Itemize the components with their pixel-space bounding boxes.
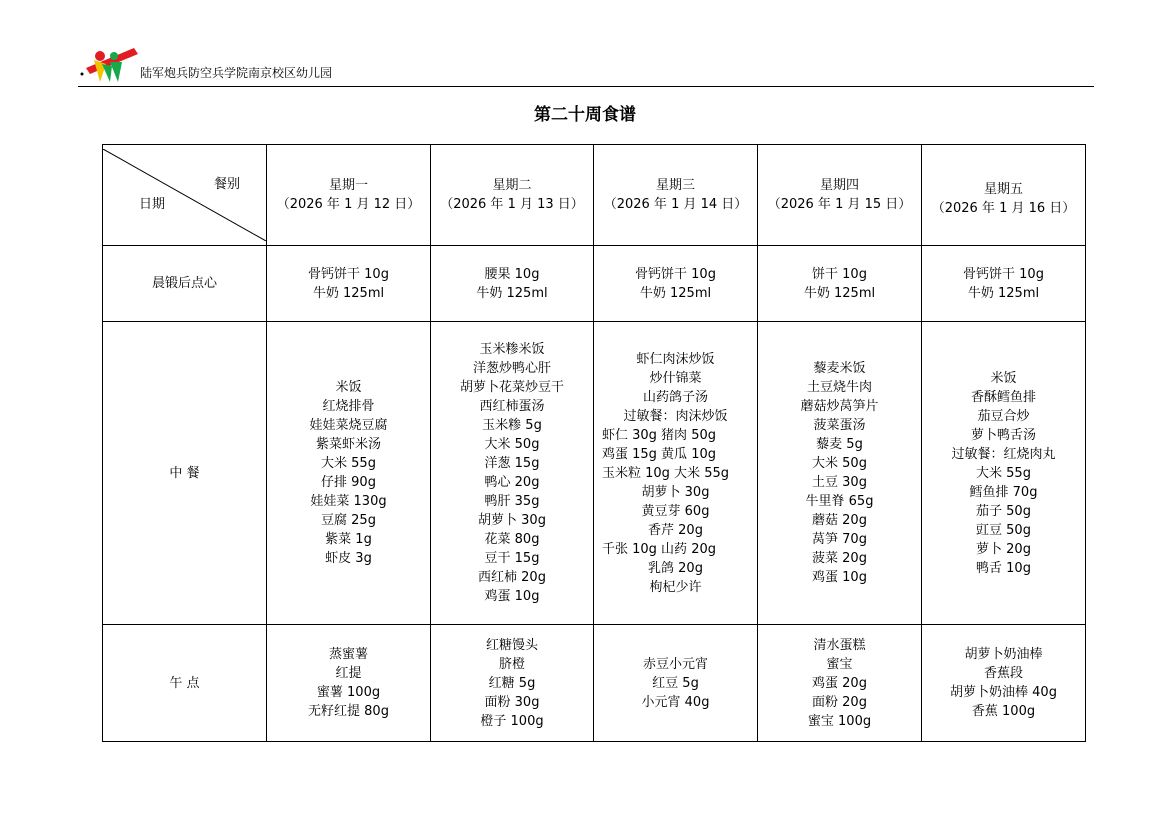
menu-line: 胡萝卜 30g [478, 513, 546, 528]
menu-line: 菠菜 20g [812, 551, 867, 566]
menu-line: 虾仁肉沫炒饭 [636, 351, 715, 367]
menu-line: 鳕鱼排 70g [969, 484, 1038, 500]
menu-line: 胡萝卜 30g [641, 484, 710, 500]
menu-line: 鸡蛋 20g [812, 675, 867, 691]
menu-line: 橙子 100g [480, 713, 544, 729]
row-label: 午 点 [103, 625, 267, 742]
menu-cell [594, 246, 758, 322]
day-date: （2026 年 1 月 16 日） [931, 201, 1076, 216]
menu-line: 西红柿 20g [478, 570, 546, 585]
menu-cell [431, 322, 594, 625]
menu-line: 仔排 90g [321, 475, 376, 490]
menu-line: 大米 55g [976, 465, 1031, 481]
menu-line: 过敏餐：肉沫炒饭 [623, 408, 728, 424]
menu-line: 小元宵 40g [641, 694, 710, 710]
org-name: 陆军炮兵防空兵学院南京校区幼儿园 [140, 66, 333, 80]
day-name: 星期五 [983, 182, 1023, 197]
menu-line: 香酥鳕鱼排 [970, 389, 1036, 405]
row-label: 晨锻后点心 [103, 246, 267, 322]
menu-line: 赤豆小元宵 [642, 656, 708, 672]
meal-type-label: 餐别 [213, 177, 240, 192]
menu-line: 乳鸽 20g [648, 560, 703, 576]
day-header-mon [267, 145, 431, 246]
menu-line: 过敏餐：红烧肉丸 [951, 446, 1056, 462]
kindergarten-logo [78, 40, 140, 82]
menu-line: 菠菜蛋汤 [813, 418, 866, 433]
menu-line: 红提 [335, 666, 362, 681]
menu-line: 玉米糁 5g [482, 418, 542, 433]
day-date: （2026 年 1 月 12 日） [276, 197, 421, 212]
menu-line: 玉米糁米饭 [479, 342, 545, 357]
date-label: 日期 [139, 197, 166, 212]
page-header [78, 38, 1094, 88]
header-divider [78, 86, 1094, 87]
day-name: 星期三 [655, 178, 695, 193]
row-label: 中 餐 [103, 322, 267, 625]
menu-cell [922, 322, 1086, 625]
menu-cell [922, 625, 1086, 742]
menu-line: 清水蛋糕 [813, 637, 866, 653]
menu-line: 牛奶 125ml [312, 285, 385, 301]
menu-cell [267, 322, 431, 625]
menu-line: 面粉 30g [484, 694, 540, 710]
menu-line: 萝卜鸭舌汤 [970, 427, 1036, 443]
menu-cell [594, 322, 758, 625]
menu-line: 红糖馒头 [485, 637, 538, 653]
menu-line: 炒什锦菜 [649, 370, 702, 386]
menu-line: 牛奶 125ml [476, 285, 548, 301]
menu-line: 蜜宝 [826, 656, 853, 672]
menu-line: 牛奶 125ml [803, 285, 876, 301]
menu-line: 茄豆合炒 [977, 408, 1030, 424]
menu-line: 紫菜 1g [325, 532, 372, 547]
menu-line: 牛里脊 65g [805, 494, 874, 509]
table-header-row [103, 145, 1086, 246]
menu-line: 枸杞少许 [649, 579, 702, 595]
menu-line: 红烧排骨 [322, 399, 375, 414]
menu-line: 紫菜虾米汤 [315, 437, 381, 452]
menu-line: 莴笋 70g [812, 532, 867, 547]
menu-line: 萝卜 20g [976, 541, 1031, 557]
menu-cell [922, 246, 1086, 322]
day-date: （2026 年 1 月 13 日） [440, 197, 584, 212]
menu-cell [758, 625, 922, 742]
menu-line: 黄豆芽 60g [641, 503, 710, 519]
day-header-tue [431, 145, 594, 246]
menu-line: 鸡蛋 15g 黄瓜 10g [602, 446, 716, 462]
menu-line: 面粉 20g [812, 694, 867, 710]
menu-line: 花菜 80g [484, 532, 540, 547]
menu-cell [594, 625, 758, 742]
menu-line: 大米 50g [484, 437, 540, 452]
menu-line: 鸭肝 35g [484, 494, 540, 509]
menu-line: 牛奶 125ml [967, 285, 1040, 301]
menu-line: 藜麦米饭 [813, 361, 866, 376]
menu-line: 玉米粒 10g 大米 55g [602, 465, 729, 481]
day-header-thu [758, 145, 922, 246]
row-morning-snack [103, 246, 1086, 322]
menu-line: 土豆烧牛肉 [806, 380, 872, 395]
row-lunch [103, 322, 1086, 625]
menu-line: 虾仁 30g 猪肉 50g [602, 427, 716, 443]
menu-line: 米饭 [335, 380, 362, 395]
day-name: 星期二 [492, 178, 532, 193]
day-date: （2026 年 1 月 15 日） [767, 197, 912, 212]
menu-line: 骨钙饼干 10g [963, 266, 1044, 282]
day-header-fri [922, 145, 1086, 246]
menu-line: 香芹 20g [648, 522, 703, 538]
menu-line: 蜜宝 100g [807, 713, 872, 729]
menu-line: 胡萝卜花菜炒豆干 [459, 380, 564, 395]
menu-cell [267, 625, 431, 742]
menu-cell [758, 246, 922, 322]
menu-line: 千张 10g 山药 20g [602, 541, 716, 557]
menu-line: 西红柿蛋汤 [479, 399, 545, 414]
menu-cell [431, 625, 594, 742]
day-name: 星期一 [328, 178, 368, 193]
menu-line: 洋葱炒鸭心肝 [472, 361, 551, 376]
menu-line: 土豆 30g [812, 475, 867, 490]
menu-line: 饼干 10g [812, 266, 867, 282]
menu-line: 胡萝卜奶油棒 [964, 647, 1043, 662]
menu-line: 无籽红提 80g [308, 704, 389, 719]
menu-line: 红豆 5g [652, 675, 699, 691]
menu-line: 虾皮 3g [325, 551, 372, 566]
menu-line: 茄子 50g [976, 503, 1031, 519]
corner-diagonal [103, 149, 266, 241]
menu-title: 第二十周食谱 [534, 105, 636, 125]
menu-line: 香蕉段 [983, 666, 1023, 681]
day-date: （2026 年 1 月 14 日） [603, 197, 748, 212]
menu-line: 牛奶 125ml [639, 285, 712, 301]
menu-line: 米饭 [990, 370, 1017, 386]
menu-line: 蒸蜜薯 [328, 647, 368, 662]
menu-line: 香蕉 100g [971, 704, 1036, 719]
menu-line: 豆干 15g [484, 551, 540, 566]
menu-line: 鸡蛋 10g [812, 570, 867, 585]
menu-line: 豆腐 25g [321, 513, 376, 528]
menu-line: 腰果 10g [484, 266, 540, 282]
row-afternoon-snack [103, 625, 1086, 742]
menu-line: 大米 55g [321, 456, 376, 471]
menu-line: 洋葱 15g [484, 456, 540, 471]
menu-line: 鸭舌 10g [976, 560, 1031, 576]
menu-line: 蜜薯 100g [316, 685, 381, 700]
day-name: 星期四 [819, 178, 859, 193]
menu-line: 豇豆 50g [976, 522, 1031, 538]
menu-line: 蘑菇炒莴笋片 [800, 399, 879, 414]
menu-cell [431, 246, 594, 322]
menu-line: 红糖 5g [488, 675, 536, 691]
menu-line: 藜麦 5g [816, 437, 863, 452]
menu-line: 娃娃菜 130g [310, 494, 387, 509]
corner-cell [103, 145, 267, 246]
menu-line: 胡萝卜奶油棒 40g [950, 685, 1057, 700]
day-header-wed [594, 145, 758, 246]
menu-line: 骨钙饼干 10g [308, 266, 389, 282]
menu-line: 蘑菇 20g [812, 513, 867, 528]
menu-cell [758, 322, 922, 625]
menu-line: 大米 50g [812, 456, 867, 471]
menu-cell [267, 246, 431, 322]
weekly-menu-table [102, 144, 1086, 742]
menu-line: 鸭心 20g [484, 475, 540, 490]
menu-line: 山药鸽子汤 [642, 389, 708, 405]
menu-line: 鸡蛋 10g [484, 589, 540, 604]
menu-line: 骨钙饼干 10g [635, 266, 716, 282]
menu-line: 脐橙 [498, 656, 525, 672]
menu-line: 娃娃菜烧豆腐 [309, 418, 388, 433]
